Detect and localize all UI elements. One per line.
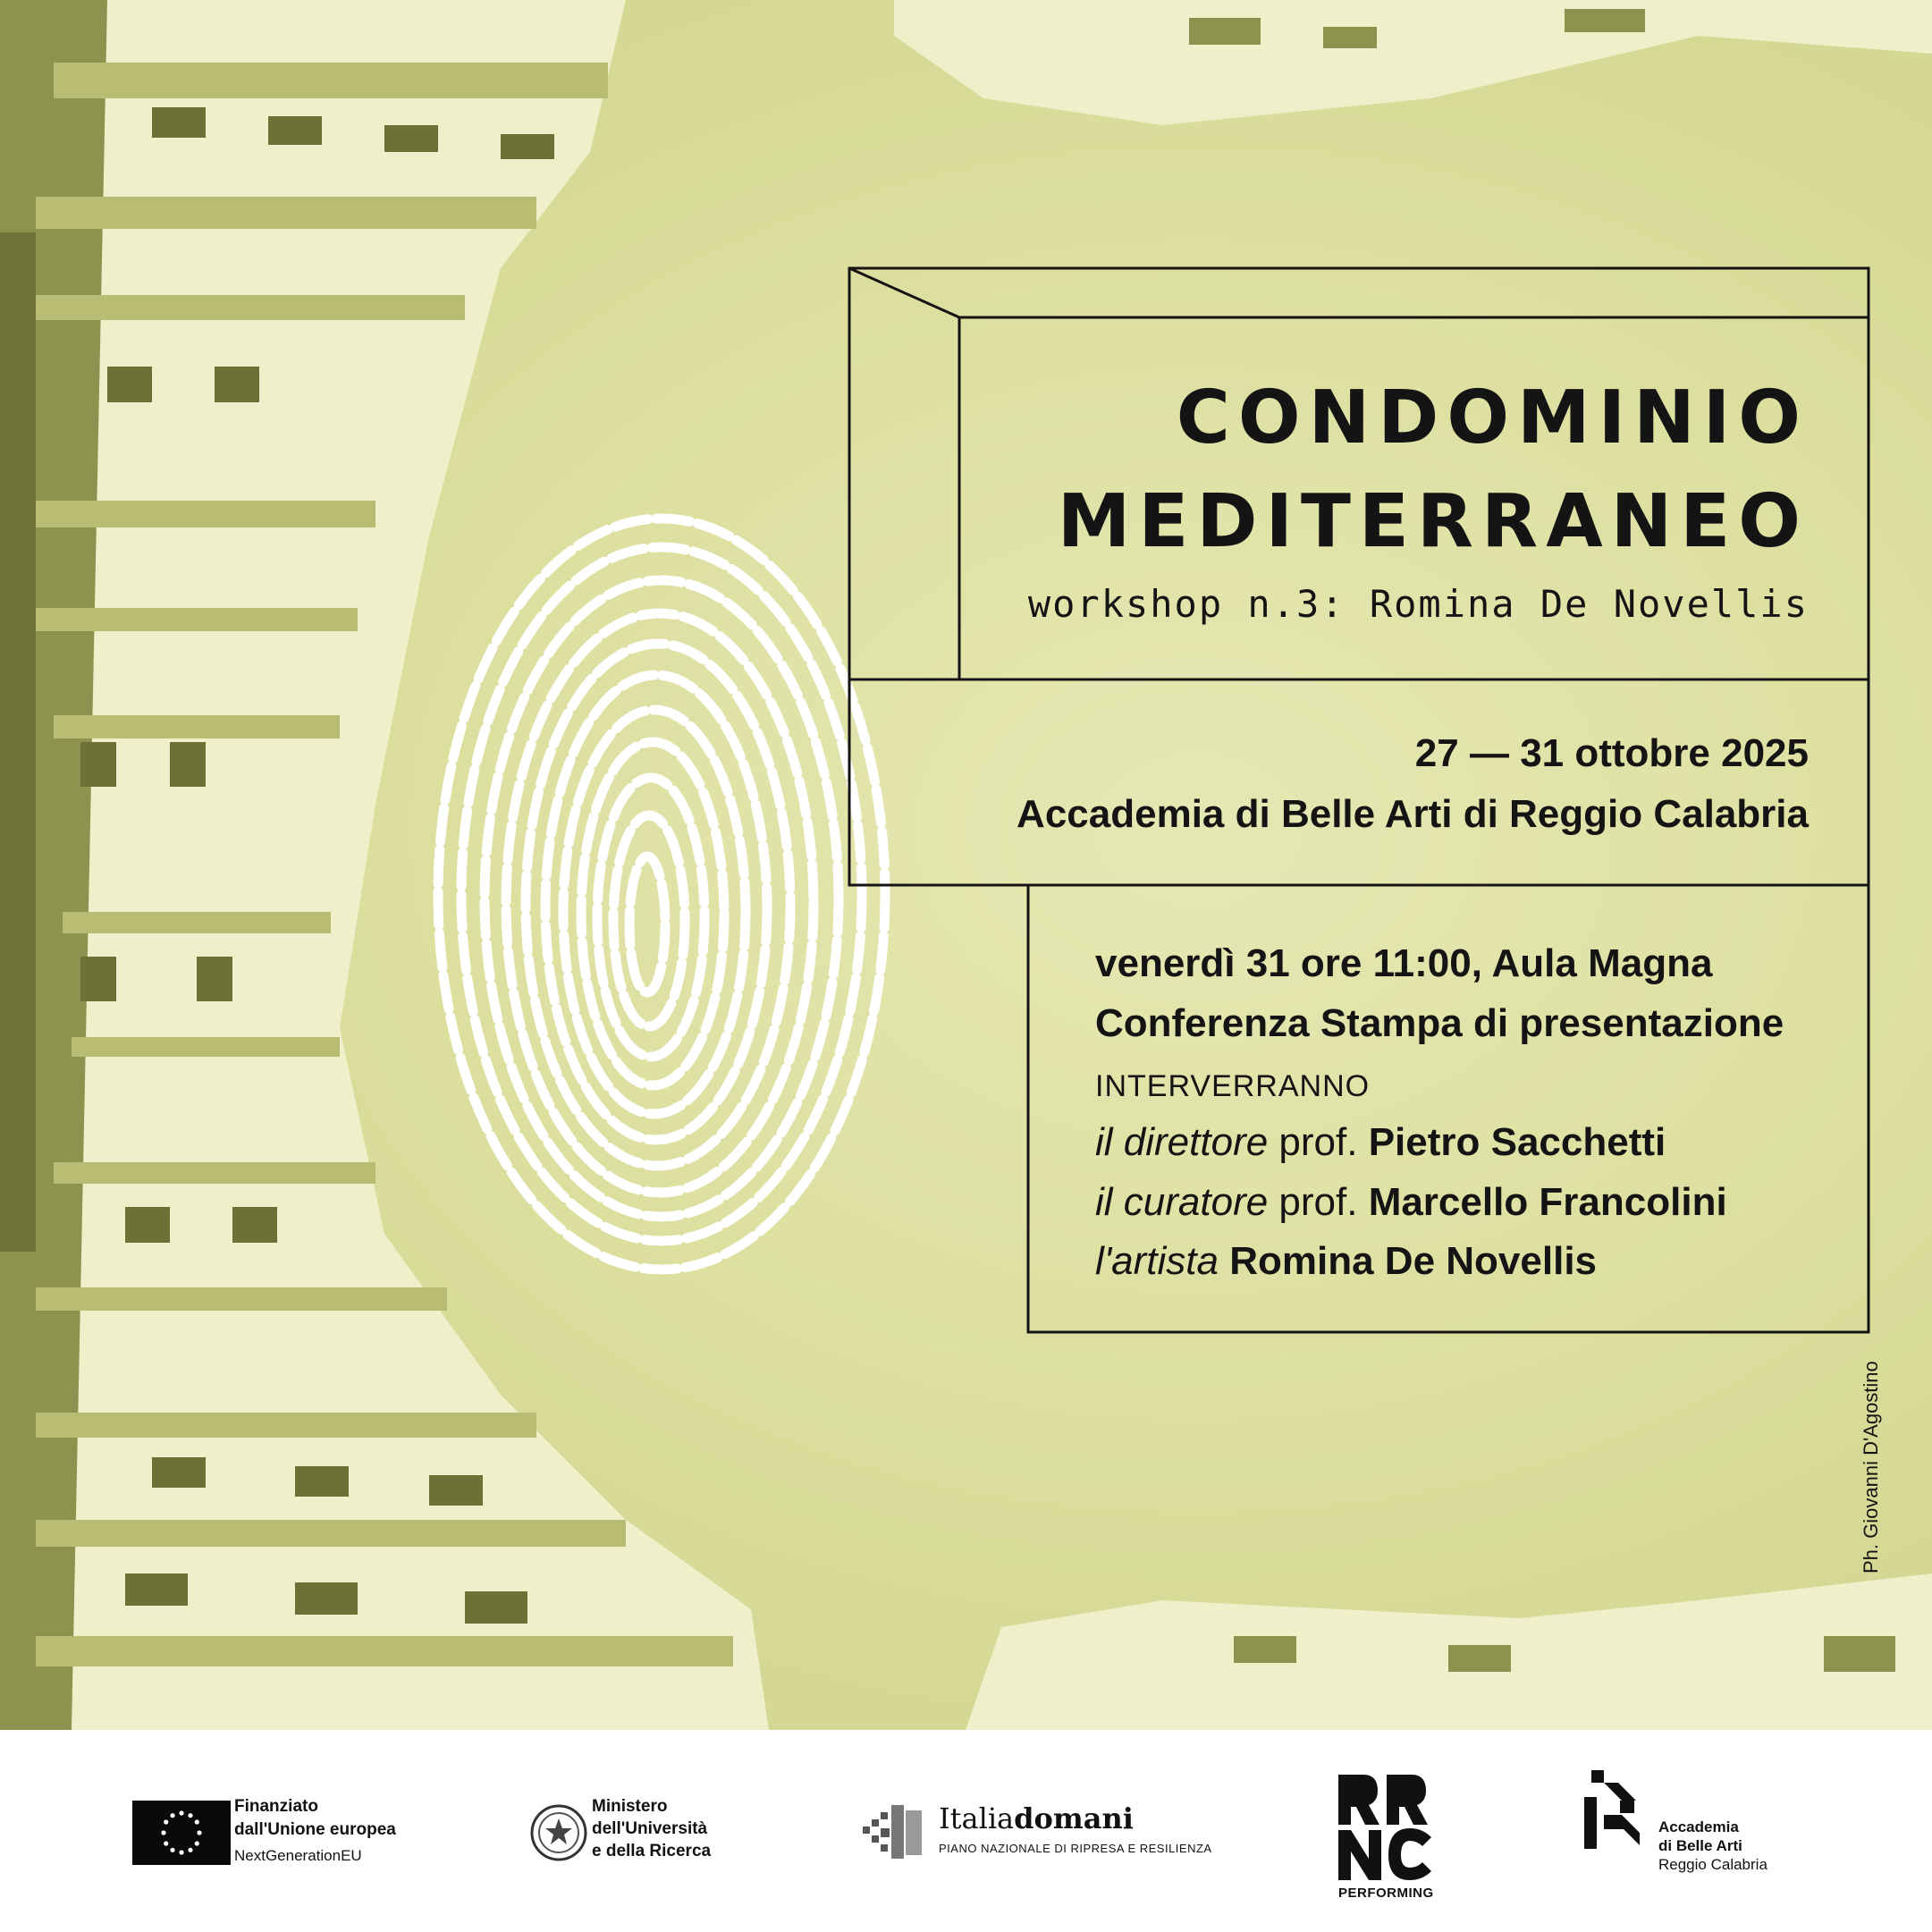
italiadomani-pixel-icon <box>863 1805 924 1859</box>
eu-flag-icon <box>132 1801 231 1865</box>
sponsor-footer <box>0 1730 1932 1932</box>
speaker-name: Romina De Novellis <box>1229 1239 1598 1283</box>
accademia-line1: Accademia <box>1658 1818 1739 1835</box>
performing-label: PERFORMING <box>1338 1886 1434 1901</box>
ministry-line2: dell'Università <box>592 1819 708 1838</box>
speaker-title <box>1219 1239 1229 1283</box>
performing-logo <box>1338 1775 1441 1909</box>
accademia-line2: di Belle Arti <box>1658 1837 1742 1854</box>
press-conference-when: venerdì 31 ore 11:00, Aula Magna <box>1095 941 1713 985</box>
accademia-line3: Reggio Calabria <box>1658 1856 1767 1873</box>
speaker-row <box>1095 1120 1666 1165</box>
subtitle: workshop n.3: Romina De Novellis <box>1027 582 1809 626</box>
speakers-label: INTERVERRANNO <box>1095 1069 1371 1103</box>
accademia-logo-icon <box>1584 1770 1641 1851</box>
speaker-row <box>1095 1239 1597 1284</box>
ministry-line1: Ministero <box>592 1797 668 1816</box>
press-conference-what: Conferenza Stampa di presentazione <box>1095 1001 1784 1045</box>
ministry-logo <box>527 1797 760 1869</box>
rnc-performing-logo <box>1338 1775 1437 1880</box>
speaker-role: il curatore <box>1095 1180 1269 1224</box>
italiadomani-name-a: Italia <box>939 1801 1015 1835</box>
title-line-2: MEDITERRANEO <box>1057 479 1809 564</box>
speaker-title: prof. <box>1268 1180 1369 1224</box>
speaker-title: prof. <box>1268 1120 1369 1164</box>
fingerprint-graphic <box>420 492 921 1296</box>
speaker-name: Pietro Sacchetti <box>1368 1120 1666 1164</box>
italiadomani-logo <box>863 1801 1238 1864</box>
title-line-1: CONDOMINIO <box>1176 375 1809 460</box>
italiadomani-name <box>939 1801 1134 1835</box>
event-venue: Accademia di Belle Arti di Reggio Calabria <box>1017 792 1809 836</box>
eu-line1: Finanziato <box>234 1797 318 1816</box>
speaker-name: Marcello Francolini <box>1368 1180 1727 1224</box>
eu-line2: dall'Unione europea <box>234 1820 396 1839</box>
speaker-row <box>1095 1180 1727 1225</box>
speaker-role: l'artista <box>1095 1239 1219 1283</box>
accademia-logo <box>1584 1770 1790 1873</box>
event-dates: 27 — 31 ottobre 2025 <box>1414 731 1809 775</box>
italiadomani-tagline: PIANO NAZIONALE DI RIPRESA E RESILIENZA <box>939 1842 1212 1855</box>
italiadomani-name-b: domani <box>1014 1801 1134 1835</box>
photo-credit: Ph. Giovanni D'Agostino <box>1860 1361 1882 1573</box>
italian-emblem-icon <box>527 1801 590 1865</box>
eu-line3: NextGenerationEU <box>234 1847 362 1864</box>
speaker-role: il direttore <box>1095 1120 1269 1164</box>
ministry-line3: e della Ricerca <box>592 1842 712 1860</box>
eu-logo <box>132 1797 436 1869</box>
